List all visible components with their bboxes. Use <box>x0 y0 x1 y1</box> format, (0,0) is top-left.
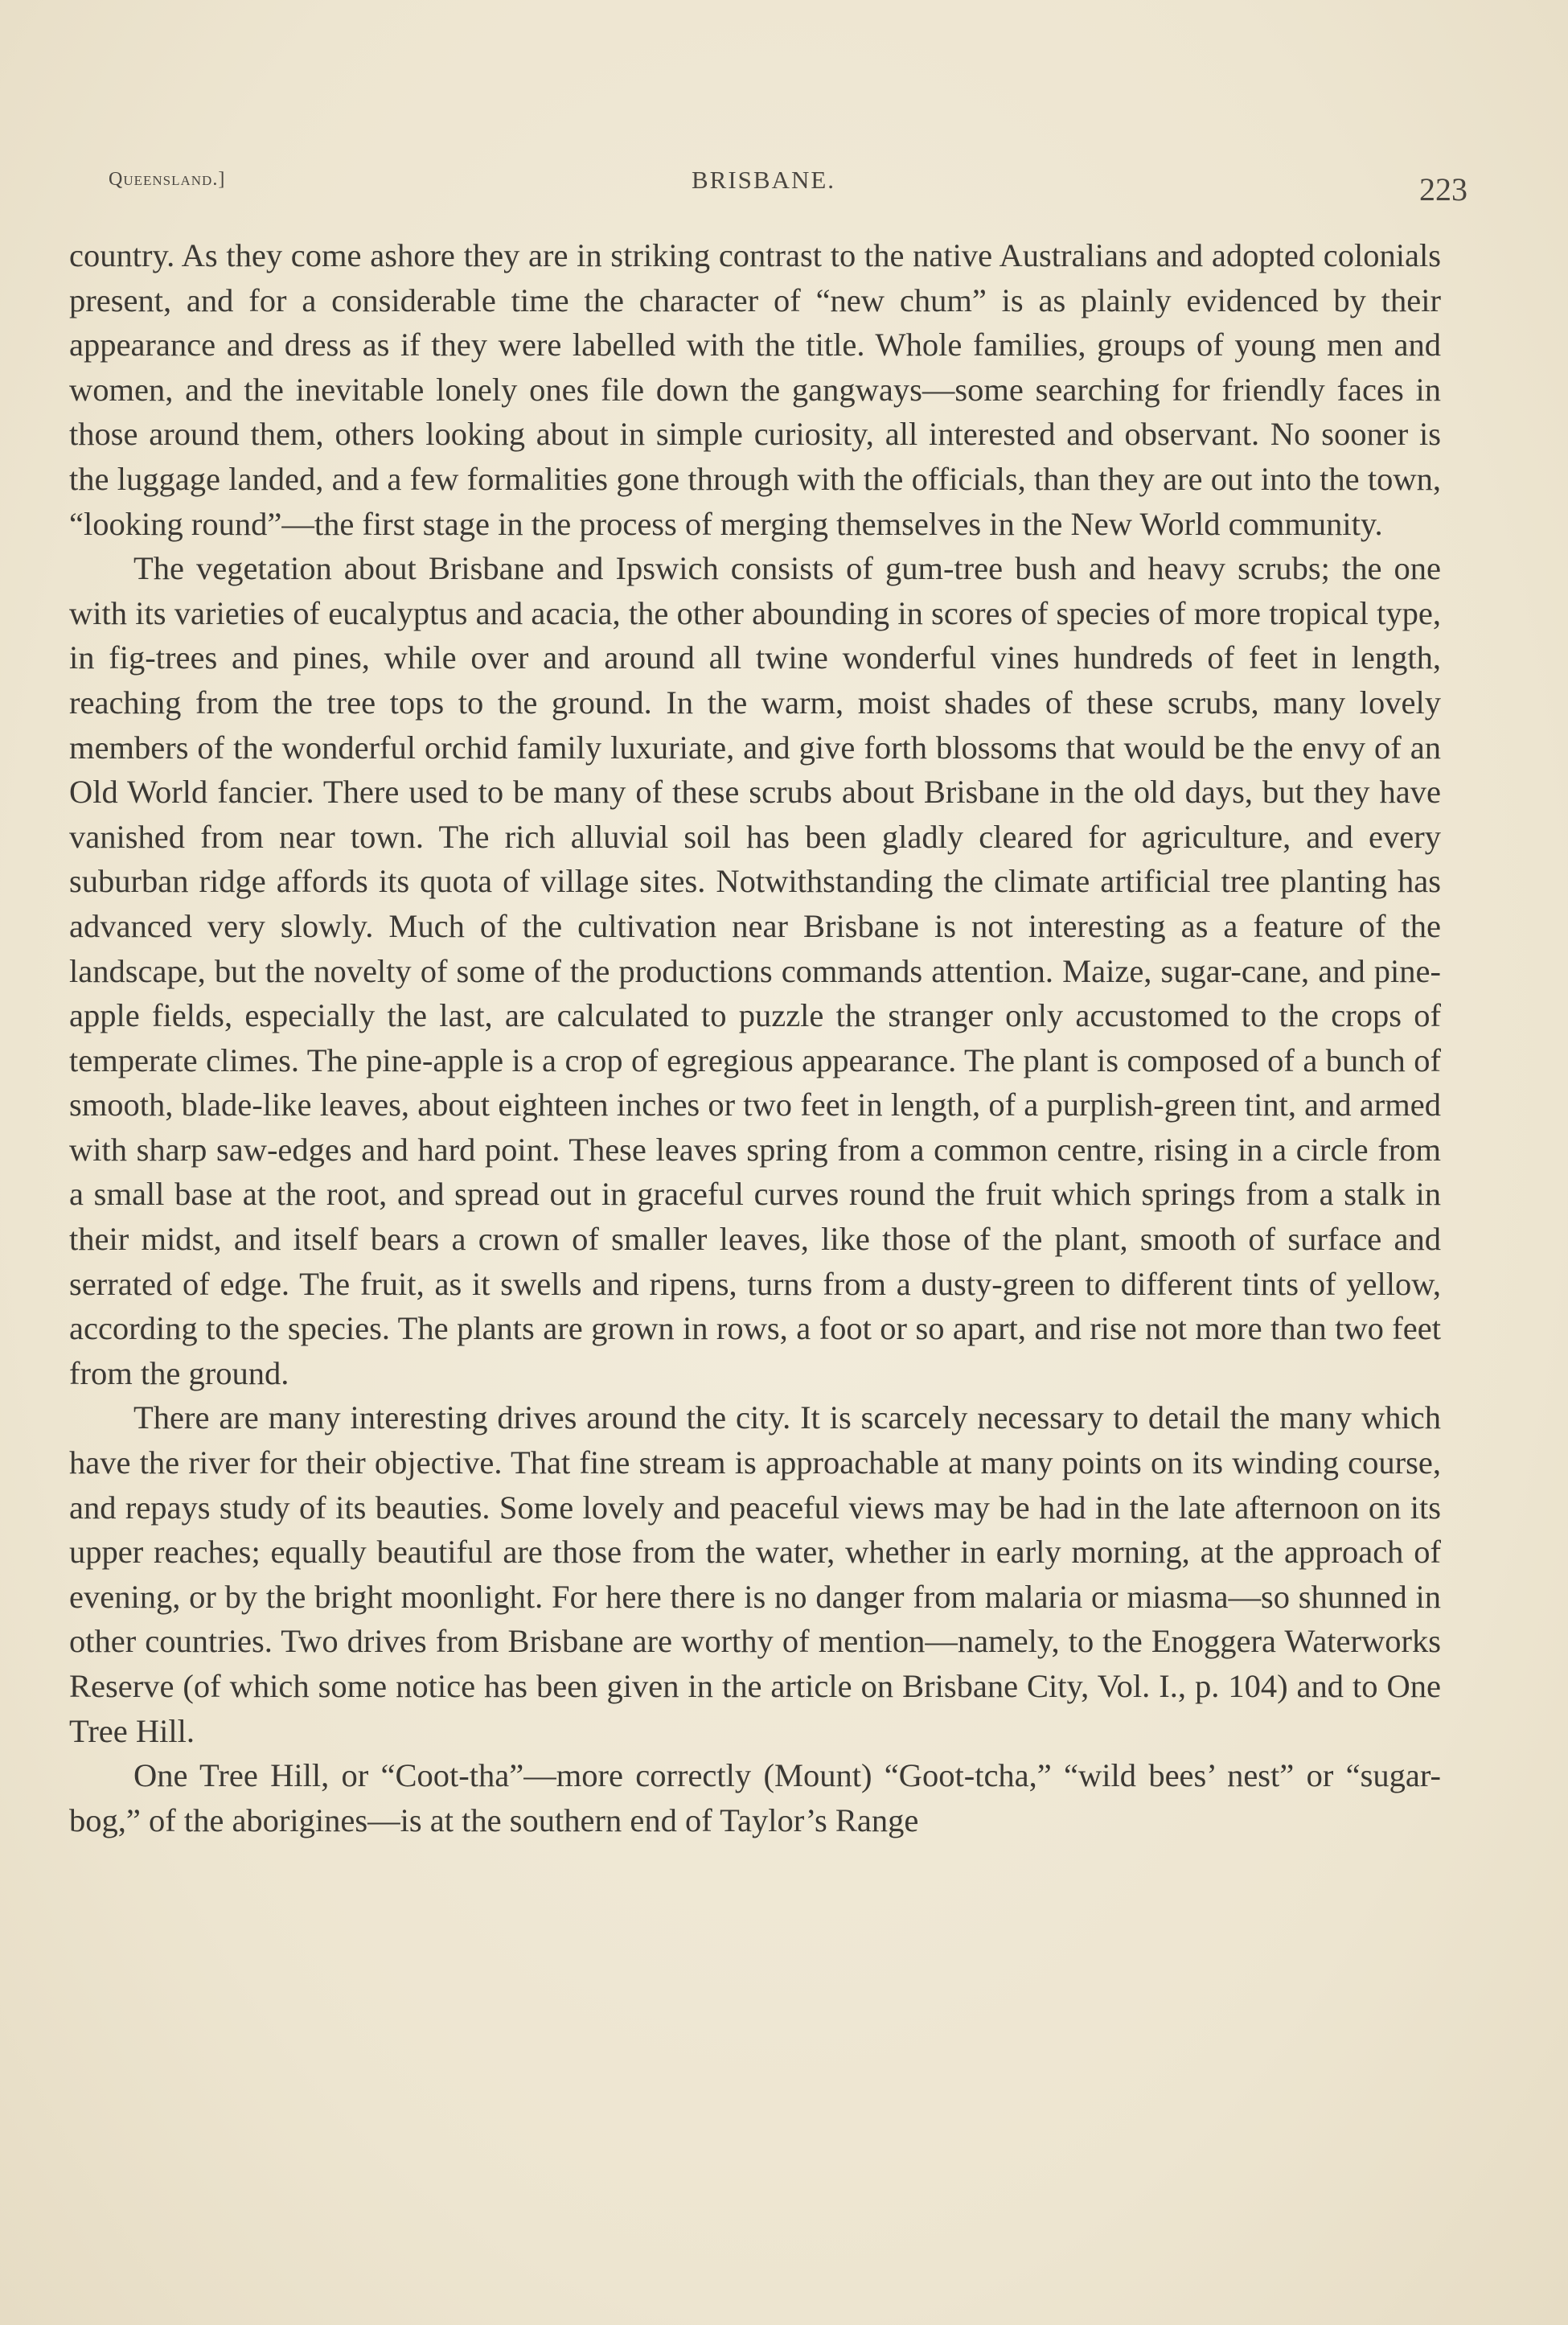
paragraph-continuation: country. As they come ashore they are in striking contrast to the native Australians and adopted colonials present, and for a considerable time the character of “new chum” is as plainly evidenced by their appearance and dress as if they were labelled with the title. Whole families, groups of young men and women, and the inevitable lonely ones file down the gangways—some searching for friendly faces in those around them, others looking about in simple curiosity, all interested and observant. No sooner is the luggage landed, and a few formalities gone through with the officials, than they are out into the town, “looking round”—the first stage in the process of merging themselves in the New World community. <box>69 237 1441 542</box>
running-header <box>109 161 1467 209</box>
page-number: 223 <box>1419 171 1467 207</box>
header-title: BRISBANE. <box>692 166 836 194</box>
paragraph-vegetation: The vegetation about Brisbane and Ipswich consists of gum-tree bush and heavy scrubs; the one with its varieties of eucalyptus and acacia, the other abounding in scores of species of more tropical type, in fig-trees and pines, while over and around all twine wonderful vines hundreds of feet in length, reaching from the tree tops to the ground. In the warm, moist shades of these scrubs, many lovely members of the wonderful orchid family luxuriate, and give forth blossoms that would be the envy of an Old World fancier. There used to be many of these scrubs about Brisbane in the old days, but they have vanished from near town. The rich alluvial soil has been gladly cleared for agriculture, and every suburban ridge affords its quota of village sites. Notwithstanding the climate artificial tree planting has advanced very slowly. Much of the cultivation near Brisbane is not interesting as a feature of the landscape, but the novelty of some of the productions commands attention. Maize, sugar-cane, and pine-apple fields, especially the last, are calculated to puzzle the stranger only accustomed to the crops of temperate climes. The pine-apple is a crop of egregious appearance. The plant is composed of a bunch of smooth, blade-like leaves, about eighteen inches or two feet in length, of a purplish-green tint, and armed with sharp saw-edges and hard point. These leaves spring from a common centre, rising in a circle from a small base at the root, and spread out in graceful curves round the fruit which springs from a stalk in their midst, and itself bears a crown of smaller leaves, like those of the plant, smooth of surface and serrated of edge. The fruit, as it swells and ripens, turns from a dusty-green to different tints of yellow, according to the species. The plants are grown in rows, a foot or so apart, and rise not more than two feet from the ground. <box>69 550 1441 1391</box>
paragraph-drives: There are many interesting drives around the city. It is scarcely necessary to detail the many which have the river for their objective. That fine stream is approachable at many points on its winding course, and repays study of its beauties. Some lovely and peaceful views may be had in the late afternoon on its upper reaches; equally beautiful are those from the water, whether in early morning, at the approach of evening, or by the bright moonlight. For here there is no danger from malaria or miasma—so shunned in other countries. Two drives from Brisbane are worthy of mention—namely, to the Enoggera Waterworks Reserve (of which some notice has been given in the article on Brisbane City, Vol. I., p. 104) and to One Tree Hill. <box>69 1399 1441 1749</box>
body-text <box>69 233 1441 1842</box>
paragraph-one-tree-hill: One Tree Hill, or “Coot-tha”—more correctly (Mount) “Goot-tcha,” “wild bees’ nest” or “sugar-bog,” of the aborigines—is at the southern end of Taylor’s Range <box>69 1757 1441 1838</box>
header-section-label: Queensland.] <box>109 169 226 190</box>
